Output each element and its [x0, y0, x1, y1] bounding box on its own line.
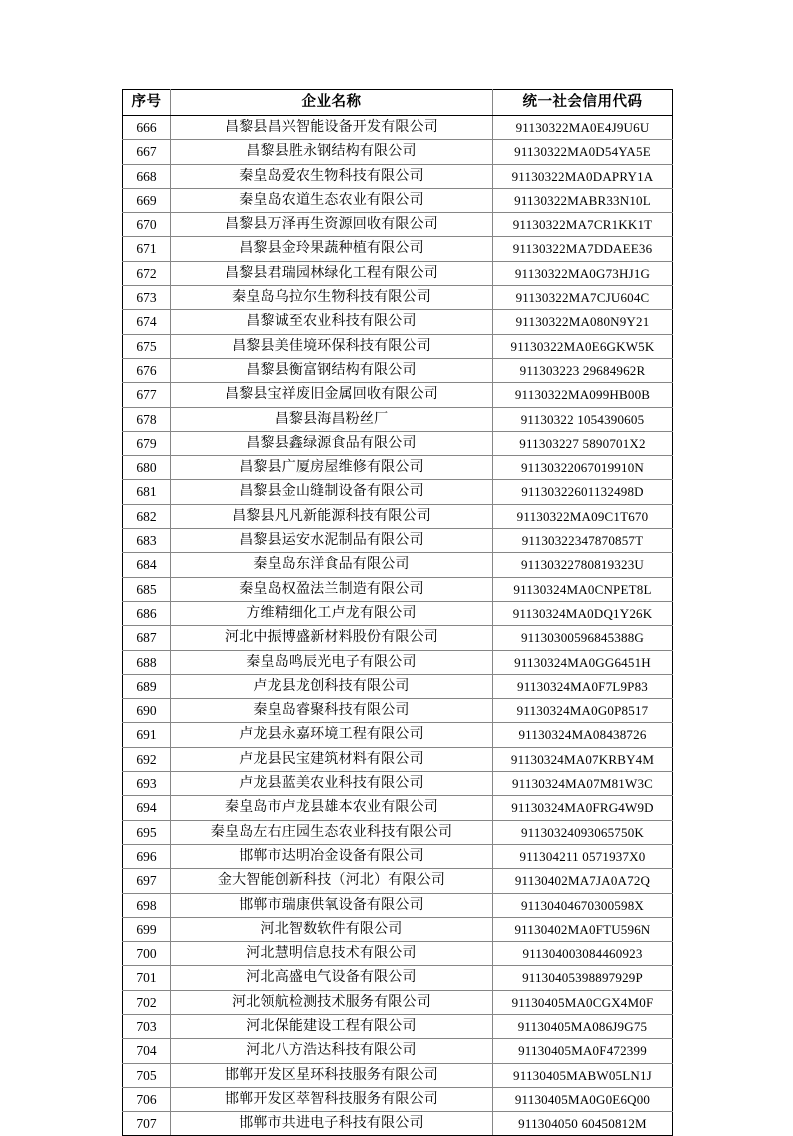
- cell-enterprise-name: 秦皇岛乌拉尔生物科技有限公司: [171, 286, 493, 310]
- cell-sequence: 686: [123, 601, 171, 625]
- cell-enterprise-name: 昌黎县万泽再生资源回收有限公司: [171, 213, 493, 237]
- cell-enterprise-name: 秦皇岛东洋食品有限公司: [171, 553, 493, 577]
- cell-sequence: 691: [123, 723, 171, 747]
- cell-sequence: 670: [123, 213, 171, 237]
- table-row: [123, 796, 673, 820]
- cell-sequence: 696: [123, 844, 171, 868]
- cell-credit-code: 91130322MA7DDAEE36: [493, 237, 673, 261]
- cell-sequence: 667: [123, 140, 171, 164]
- table-header: [123, 90, 673, 116]
- cell-credit-code: 91130322MA7CJU604C: [493, 286, 673, 310]
- table-row: [123, 1063, 673, 1087]
- cell-enterprise-name: 昌黎诚至农业科技有限公司: [171, 310, 493, 334]
- cell-credit-code: 91130324093065750K: [493, 820, 673, 844]
- cell-sequence: 685: [123, 577, 171, 601]
- cell-sequence: 702: [123, 990, 171, 1014]
- column-header-enterprise-name: 企业名称: [171, 90, 493, 116]
- table-row: [123, 310, 673, 334]
- cell-sequence: 680: [123, 456, 171, 480]
- cell-enterprise-name: 昌黎县运安水泥制品有限公司: [171, 529, 493, 553]
- cell-enterprise-name: 卢龙县永嘉环境工程有限公司: [171, 723, 493, 747]
- cell-enterprise-name: 邯郸市瑞康供氧设备有限公司: [171, 893, 493, 917]
- cell-credit-code: 91130324MA07KRBY4M: [493, 747, 673, 771]
- cell-enterprise-name: 河北智数软件有限公司: [171, 917, 493, 941]
- table-row: [123, 383, 673, 407]
- cell-credit-code: 91130324MA0CNPET8L: [493, 577, 673, 601]
- cell-credit-code: 91130322067019910N: [493, 456, 673, 480]
- table-row: [123, 844, 673, 868]
- cell-credit-code: 91130405MA0G0E6Q00: [493, 1087, 673, 1111]
- cell-credit-code: 91130322MA099HB00B: [493, 383, 673, 407]
- cell-enterprise-name: 秦皇岛农道生态农业有限公司: [171, 188, 493, 212]
- cell-sequence: 674: [123, 310, 171, 334]
- cell-enterprise-name: 河北高盛电气设备有限公司: [171, 966, 493, 990]
- table-row: [123, 772, 673, 796]
- table-row: [123, 188, 673, 212]
- cell-sequence: 687: [123, 626, 171, 650]
- cell-credit-code: 91130324MA0G0P8517: [493, 699, 673, 723]
- cell-enterprise-name: 河北慧明信息技术有限公司: [171, 942, 493, 966]
- cell-credit-code: 91130322MA0D54YA5E: [493, 140, 673, 164]
- cell-sequence: 695: [123, 820, 171, 844]
- cell-credit-code: 91130324MA0FRG4W9D: [493, 796, 673, 820]
- cell-enterprise-name: 金大智能创新科技（河北）有限公司: [171, 869, 493, 893]
- cell-sequence: 675: [123, 334, 171, 358]
- table-row: [123, 286, 673, 310]
- cell-enterprise-name: 河北领航检测技术服务有限公司: [171, 990, 493, 1014]
- cell-enterprise-name: 昌黎县昌兴智能设备开发有限公司: [171, 116, 493, 140]
- cell-sequence: 676: [123, 358, 171, 382]
- cell-sequence: 700: [123, 942, 171, 966]
- table-row: [123, 1087, 673, 1111]
- cell-credit-code: 91130322MA0DAPRY1A: [493, 164, 673, 188]
- table-row: [123, 650, 673, 674]
- cell-credit-code: 91130405MA0F472399: [493, 1039, 673, 1063]
- registry-table-container: [122, 89, 672, 1136]
- cell-sequence: 692: [123, 747, 171, 771]
- cell-credit-code: 91130322MABR33N10L: [493, 188, 673, 212]
- cell-enterprise-name: 秦皇岛鸣辰光电子有限公司: [171, 650, 493, 674]
- cell-sequence: 679: [123, 431, 171, 455]
- cell-enterprise-name: 昌黎县君瑞园林绿化工程有限公司: [171, 261, 493, 285]
- cell-enterprise-name: 方维精细化工卢龙有限公司: [171, 601, 493, 625]
- table-row: [123, 358, 673, 382]
- table-row: [123, 990, 673, 1014]
- cell-credit-code: 91130322MA0E6GKW5K: [493, 334, 673, 358]
- table-row: [123, 674, 673, 698]
- cell-sequence: 689: [123, 674, 171, 698]
- cell-sequence: 666: [123, 116, 171, 140]
- cell-credit-code: 911304211 0571937X0: [493, 844, 673, 868]
- cell-credit-code: 91130322MA7CR1KK1T: [493, 213, 673, 237]
- cell-credit-code: 91130402MA7JA0A72Q: [493, 869, 673, 893]
- cell-sequence: 673: [123, 286, 171, 310]
- cell-sequence: 699: [123, 917, 171, 941]
- cell-credit-code: 91130324MA0GG6451H: [493, 650, 673, 674]
- cell-credit-code: 91130324MA08438726: [493, 723, 673, 747]
- cell-enterprise-name: 卢龙县蓝美农业科技有限公司: [171, 772, 493, 796]
- cell-credit-code: 91130322MA0E4J9U6U: [493, 116, 673, 140]
- cell-credit-code: 91130324MA0F7L9P83: [493, 674, 673, 698]
- cell-sequence: 703: [123, 1014, 171, 1038]
- table-row: [123, 747, 673, 771]
- cell-sequence: 690: [123, 699, 171, 723]
- table-row: [123, 699, 673, 723]
- table-row: [123, 529, 673, 553]
- cell-enterprise-name: 秦皇岛爱农生物科技有限公司: [171, 164, 493, 188]
- cell-enterprise-name: 昌黎县金玲果蔬种植有限公司: [171, 237, 493, 261]
- table-row: [123, 1112, 673, 1136]
- cell-sequence: 677: [123, 383, 171, 407]
- cell-credit-code: 91130405MABW05LN1J: [493, 1063, 673, 1087]
- cell-enterprise-name: 邯郸市共进电子科技有限公司: [171, 1112, 493, 1136]
- cell-sequence: 681: [123, 480, 171, 504]
- enterprise-registry-table: [122, 89, 673, 1136]
- cell-enterprise-name: 卢龙县民宝建筑材料有限公司: [171, 747, 493, 771]
- table-row: [123, 261, 673, 285]
- table-row: [123, 553, 673, 577]
- cell-enterprise-name: 卢龙县龙创科技有限公司: [171, 674, 493, 698]
- cell-sequence: 678: [123, 407, 171, 431]
- cell-enterprise-name: 昌黎县鑫绿源食品有限公司: [171, 431, 493, 455]
- cell-sequence: 707: [123, 1112, 171, 1136]
- table-row: [123, 1014, 673, 1038]
- cell-enterprise-name: 秦皇岛左右庄园生态农业科技有限公司: [171, 820, 493, 844]
- table-row: [123, 1039, 673, 1063]
- cell-enterprise-name: 昌黎县凡凡新能源科技有限公司: [171, 504, 493, 528]
- table-row: [123, 942, 673, 966]
- cell-credit-code: 91130322MA09C1T670: [493, 504, 673, 528]
- cell-enterprise-name: 昌黎县宝祥废旧金属回收有限公司: [171, 383, 493, 407]
- cell-credit-code: 91130322MA0G73HJ1G: [493, 261, 673, 285]
- cell-enterprise-name: 河北八方浩达科技有限公司: [171, 1039, 493, 1063]
- cell-enterprise-name: 河北中振博盛新材料股份有限公司: [171, 626, 493, 650]
- cell-enterprise-name: 昌黎县衡富钢结构有限公司: [171, 358, 493, 382]
- cell-sequence: 704: [123, 1039, 171, 1063]
- cell-enterprise-name: 昌黎县海昌粉丝厂: [171, 407, 493, 431]
- cell-sequence: 684: [123, 553, 171, 577]
- cell-sequence: 693: [123, 772, 171, 796]
- cell-credit-code: 91130405MA0CGX4M0F: [493, 990, 673, 1014]
- table-row: [123, 480, 673, 504]
- cell-credit-code: 91130404670300598X: [493, 893, 673, 917]
- cell-credit-code: 91130322601132498D: [493, 480, 673, 504]
- cell-sequence: 683: [123, 529, 171, 553]
- cell-enterprise-name: 秦皇岛市卢龙县雄本农业有限公司: [171, 796, 493, 820]
- table-row: [123, 869, 673, 893]
- cell-sequence: 668: [123, 164, 171, 188]
- cell-credit-code: 91130322MA080N9Y21: [493, 310, 673, 334]
- cell-credit-code: 91130324MA0DQ1Y26K: [493, 601, 673, 625]
- cell-enterprise-name: 昌黎县美佳境环保科技有限公司: [171, 334, 493, 358]
- table-row: [123, 577, 673, 601]
- cell-enterprise-name: 昌黎县金山缝制设备有限公司: [171, 480, 493, 504]
- cell-sequence: 688: [123, 650, 171, 674]
- cell-sequence: 671: [123, 237, 171, 261]
- cell-credit-code: 91130405MA086J9G75: [493, 1014, 673, 1038]
- cell-sequence: 697: [123, 869, 171, 893]
- cell-credit-code: 91130322 1054390605: [493, 407, 673, 431]
- cell-sequence: 682: [123, 504, 171, 528]
- cell-enterprise-name: 邯郸开发区萃智科技服务有限公司: [171, 1087, 493, 1111]
- table-row: [123, 213, 673, 237]
- table-header-row: [123, 90, 673, 116]
- cell-sequence: 705: [123, 1063, 171, 1087]
- cell-credit-code: 911304003084460923: [493, 942, 673, 966]
- table-row: [123, 626, 673, 650]
- cell-credit-code: 91130324MA07M81W3C: [493, 772, 673, 796]
- cell-enterprise-name: 秦皇岛睿聚科技有限公司: [171, 699, 493, 723]
- cell-sequence: 698: [123, 893, 171, 917]
- cell-credit-code: 91130322780819323U: [493, 553, 673, 577]
- table-body: [123, 116, 673, 1136]
- table-row: [123, 601, 673, 625]
- cell-sequence: 706: [123, 1087, 171, 1111]
- cell-credit-code: 91130322347870857T: [493, 529, 673, 553]
- table-row: [123, 407, 673, 431]
- cell-enterprise-name: 昌黎县胜永钢结构有限公司: [171, 140, 493, 164]
- cell-enterprise-name: 昌黎县广厦房屋维修有限公司: [171, 456, 493, 480]
- cell-enterprise-name: 邯郸市达明冶金设备有限公司: [171, 844, 493, 868]
- table-row: [123, 504, 673, 528]
- column-header-sequence: 序号: [123, 90, 171, 116]
- cell-enterprise-name: 秦皇岛权盈法兰制造有限公司: [171, 577, 493, 601]
- table-row: [123, 820, 673, 844]
- table-row: [123, 334, 673, 358]
- cell-credit-code: 91130402MA0FTU596N: [493, 917, 673, 941]
- table-row: [123, 140, 673, 164]
- column-header-credit-code: 统一社会信用代码: [493, 90, 673, 116]
- cell-credit-code: 911303227 5890701X2: [493, 431, 673, 455]
- cell-credit-code: 91130300596845388G: [493, 626, 673, 650]
- cell-sequence: 672: [123, 261, 171, 285]
- cell-sequence: 669: [123, 188, 171, 212]
- table-row: [123, 237, 673, 261]
- table-row: [123, 164, 673, 188]
- table-row: [123, 456, 673, 480]
- cell-sequence: 701: [123, 966, 171, 990]
- cell-sequence: 694: [123, 796, 171, 820]
- cell-credit-code: 911304050 60450812M: [493, 1112, 673, 1136]
- table-row: [123, 723, 673, 747]
- cell-enterprise-name: 邯郸开发区星环科技服务有限公司: [171, 1063, 493, 1087]
- table-row: [123, 966, 673, 990]
- table-row: [123, 116, 673, 140]
- cell-credit-code: 911303223 29684962R: [493, 358, 673, 382]
- cell-enterprise-name: 河北保能建设工程有限公司: [171, 1014, 493, 1038]
- cell-credit-code: 91130405398897929P: [493, 966, 673, 990]
- table-row: [123, 893, 673, 917]
- table-row: [123, 917, 673, 941]
- table-row: [123, 431, 673, 455]
